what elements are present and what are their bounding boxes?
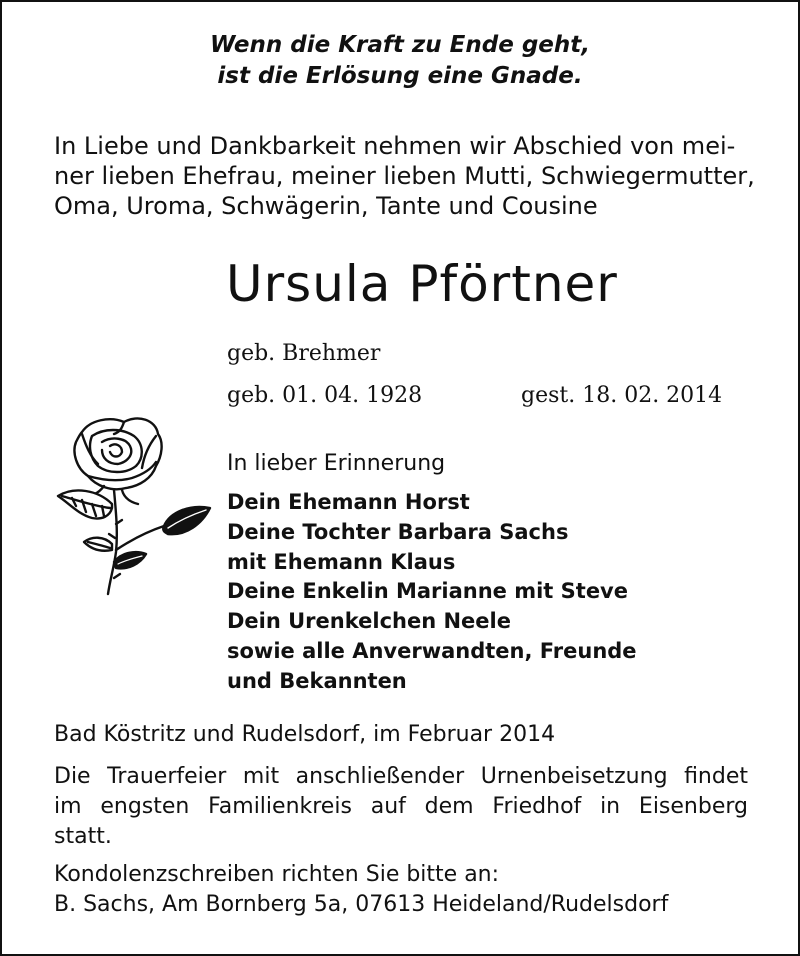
- condolence-line-1: Kondolenzschreiben richten Sie bitte an:: [54, 862, 500, 887]
- mourner-line: Dein Urenkelchen Neele: [227, 609, 511, 634]
- mourner-line: Deine Tochter Barbara Sachs: [227, 519, 569, 544]
- intro-text: [54, 131, 754, 221]
- intro-line-1: In Liebe und Dankbarkeit nehmen wir Abschied von mei-: [54, 132, 736, 160]
- motto: [0, 30, 800, 92]
- mourner-line: Dein Ehemann Horst: [227, 490, 470, 514]
- ceremony-line-3: statt.: [54, 824, 112, 849]
- intro-line-3: Oma, Uroma, Schwägerin, Tante und Cousine: [54, 192, 598, 220]
- mourner-line: und Bekannten: [227, 668, 407, 693]
- intro-line-2: ner lieben Ehefrau, meiner lieben Mutti, Schwiegermutter,: [54, 162, 755, 190]
- mourner-line: Deine Enkelin Marianne mit Steve: [227, 579, 628, 604]
- mourners-list: [227, 488, 637, 697]
- maiden-name: geb. Brehmer: [227, 341, 381, 366]
- ceremony-line-2: im engsten Familienkreis auf dem Friedhof in Eisenberg: [54, 794, 748, 819]
- mourner-line: mit Ehemann Klaus: [227, 549, 456, 574]
- rose-icon: [52, 412, 212, 597]
- motto-line-2: ist die Erlösung eine Gnade.: [217, 63, 583, 89]
- ceremony-notice: [54, 762, 748, 852]
- condolence-line-2: B. Sachs, Am Bornberg 5a, 07613 Heideland/Rudelsdorf: [54, 892, 669, 917]
- birth-date: geb. 01. 04. 1928: [227, 383, 423, 408]
- deceased-name: Ursula Pförtner: [226, 255, 618, 313]
- condolence-address: [54, 860, 668, 920]
- memory-label: In lieber Erinnerung: [227, 451, 446, 476]
- death-date: gest. 18. 02. 2014: [521, 383, 723, 408]
- mourner-line: sowie alle Anverwandten, Freunde: [227, 638, 637, 663]
- place-date: Bad Köstritz und Rudelsdorf, im Februar 2014: [54, 722, 556, 747]
- motto-line-1: Wenn die Kraft zu Ende geht,: [210, 32, 590, 58]
- ceremony-line-1: Die Trauerfeier mit anschließender Urnenbeisetzung findet: [54, 764, 748, 789]
